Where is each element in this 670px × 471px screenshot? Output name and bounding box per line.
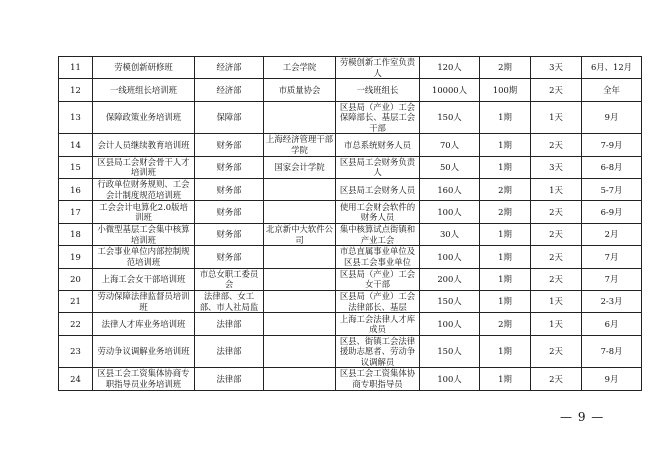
schedule-cell: 6-8月 [582,156,642,178]
schedule-cell: 6月 [582,313,642,335]
table-body [59,57,642,391]
schedule-cell: 7-9月 [582,134,642,156]
department-cell: 市总女职工委员会 [195,268,264,290]
row-number-cell: 20 [59,268,93,290]
sessions-cell: 1期 [480,134,531,156]
target-audience-cell: 区县、街镇工会法律援助志愿者、劳动争议调解员 [336,335,420,368]
sessions-cell: 1期 [480,291,531,313]
target-audience-cell: 区县局工会财务负责人 [336,156,420,178]
row-number-cell: 18 [59,223,93,245]
organizer-cell: 国家会计学院 [264,156,336,178]
table-row [59,335,642,368]
sessions-cell: 1期 [480,156,531,178]
row-number-cell: 14 [59,134,93,156]
row-number-cell: 15 [59,156,93,178]
organizer-cell [264,246,336,268]
participant-count-cell: 150人 [420,335,480,368]
participant-count-cell: 30人 [420,223,480,245]
schedule-cell: 全年 [582,79,642,101]
schedule-cell: 6月、12月 [582,57,642,79]
organizer-cell [264,201,336,223]
organizer-cell [264,313,336,335]
course-name-cell: 劳动争议调解业务培训班 [93,335,195,368]
department-cell: 财务部 [195,134,264,156]
row-number-cell: 19 [59,246,93,268]
participant-count-cell: 50人 [420,156,480,178]
schedule-cell: 2-3月 [582,291,642,313]
participant-count-cell: 200人 [420,268,480,290]
schedule-cell: 2月 [582,223,642,245]
course-name-cell: 小微型基层工会集中核算培训班 [93,223,195,245]
schedule-cell: 7月 [582,246,642,268]
duration-cell: 3天 [531,156,582,178]
training-plan-table [58,56,642,391]
duration-cell: 3天 [531,57,582,79]
organizer-cell [264,268,336,290]
department-cell: 财务部 [195,201,264,223]
course-name-cell: 工会事业单位内部控制规范培训班 [93,246,195,268]
target-audience-cell: 市总直属事业单位及区县工会事业单位 [336,246,420,268]
table-row [59,156,642,178]
table-row [59,368,642,390]
target-audience-cell: 区县局（产业）工会法律部长、基层 [336,291,420,313]
duration-cell: 1天 [531,101,582,134]
table-row [59,101,642,134]
duration-cell: 2天 [531,246,582,268]
duration-cell: 1天 [531,291,582,313]
target-audience-cell: 集中核算试点街镇和产业工会 [336,223,420,245]
department-cell: 法律部 [195,313,264,335]
target-audience-cell: 区县局（产业）工会女干部 [336,268,420,290]
participant-count-cell: 100人 [420,313,480,335]
table-row [59,291,642,313]
organizer-cell: 市质量协会 [264,79,336,101]
course-name-cell: 会计人员继续教育培训班 [93,134,195,156]
duration-cell: 1天 [531,313,582,335]
schedule-cell: 9月 [582,101,642,134]
schedule-cell: 7月 [582,268,642,290]
row-number-cell: 24 [59,368,93,390]
duration-cell: 2天 [531,368,582,390]
department-cell: 财务部 [195,223,264,245]
course-name-cell: 劳模创新研修班 [93,57,195,79]
schedule-cell: 9月 [582,368,642,390]
row-number-cell: 22 [59,313,93,335]
participant-count-cell: 150人 [420,101,480,134]
course-name-cell: 行政单位财务规则、工会会计制度规范培训班 [93,179,195,201]
target-audience-cell: 区县局（产业）工会保障部长、基层工会干部 [336,101,420,134]
course-name-cell: 工会会计电算化2.0版培训班 [93,201,195,223]
participant-count-cell: 70人 [420,134,480,156]
sessions-cell: 2期 [480,57,531,79]
target-audience-cell: 一线班组长 [336,79,420,101]
row-number-cell: 16 [59,179,93,201]
sessions-cell: 2期 [480,313,531,335]
row-number-cell: 17 [59,201,93,223]
duration-cell: 2天 [531,268,582,290]
row-number-cell: 11 [59,57,93,79]
organizer-cell: 上海经济管理干部学院 [264,134,336,156]
organizer-cell: 北京新中大软件公司 [264,223,336,245]
schedule-cell: 7-8月 [582,335,642,368]
duration-cell: 2天 [531,201,582,223]
department-cell: 法律部 [195,335,264,368]
participant-count-cell: 100人 [420,246,480,268]
sessions-cell: 2期 [480,201,531,223]
course-name-cell: 劳动保障法律监督员培训班 [93,291,195,313]
row-number-cell: 12 [59,79,93,101]
row-number-cell: 13 [59,101,93,134]
page-number: — 9 — [560,410,605,424]
table-row [59,57,642,79]
sessions-cell: 1期 [480,246,531,268]
table-row [59,223,642,245]
sessions-cell: 2期 [480,179,531,201]
schedule-cell: 6-9月 [582,201,642,223]
participant-count-cell: 100人 [420,201,480,223]
table-row [59,313,642,335]
department-cell: 经济部 [195,57,264,79]
department-cell: 财务部 [195,246,264,268]
duration-cell: 2天 [531,134,582,156]
target-audience-cell: 使用工会财会软件的财务人员 [336,201,420,223]
table-row [59,246,642,268]
participant-count-cell: 160人 [420,179,480,201]
department-cell: 经济部 [195,79,264,101]
sessions-cell: 1期 [480,268,531,290]
participant-count-cell: 120人 [420,57,480,79]
organizer-cell: 工会学院 [264,57,336,79]
sessions-cell: 1期 [480,335,531,368]
duration-cell: 2天 [531,335,582,368]
duration-cell: 2天 [531,223,582,245]
table-row [59,179,642,201]
target-audience-cell: 上海工会法律人才库成员 [336,313,420,335]
course-name-cell: 保障政策业务培训班 [93,101,195,134]
organizer-cell [264,335,336,368]
duration-cell: 2天 [531,79,582,101]
target-audience-cell: 市总系统财务人员 [336,134,420,156]
participant-count-cell: 150人 [420,291,480,313]
table-row [59,268,642,290]
sessions-cell: 1期 [480,223,531,245]
table-row [59,79,642,101]
department-cell: 法律部 [195,368,264,390]
participant-count-cell: 10000人 [420,79,480,101]
course-name-cell: 上海工会女干部培训班 [93,268,195,290]
sessions-cell: 1期 [480,101,531,134]
duration-cell: 1天 [531,179,582,201]
course-name-cell: 区县工会工资集体协商专职指导员业务培训班 [93,368,195,390]
department-cell: 保障部 [195,101,264,134]
target-audience-cell: 区县局工会财务人员 [336,179,420,201]
course-name-cell: 法律人才库业务培训班 [93,313,195,335]
table-row [59,134,642,156]
sessions-cell: 100期 [480,79,531,101]
target-audience-cell: 劳模创新工作室负责人 [336,57,420,79]
department-cell: 财务部 [195,179,264,201]
table-row [59,201,642,223]
schedule-cell: 5-7月 [582,179,642,201]
course-name-cell: 一线班组长培训班 [93,79,195,101]
course-name-cell: 区县局工会财会骨干人才培训班 [93,156,195,178]
row-number-cell: 21 [59,291,93,313]
organizer-cell [264,179,336,201]
organizer-cell [264,101,336,134]
organizer-cell [264,368,336,390]
row-number-cell: 23 [59,335,93,368]
department-cell: 财务部 [195,156,264,178]
department-cell: 法律部、女工部、市人社局监 [195,291,264,313]
target-audience-cell: 区县工会工资集体协商专职指导员 [336,368,420,390]
participant-count-cell: 100人 [420,368,480,390]
organizer-cell [264,291,336,313]
sessions-cell: 1期 [480,368,531,390]
